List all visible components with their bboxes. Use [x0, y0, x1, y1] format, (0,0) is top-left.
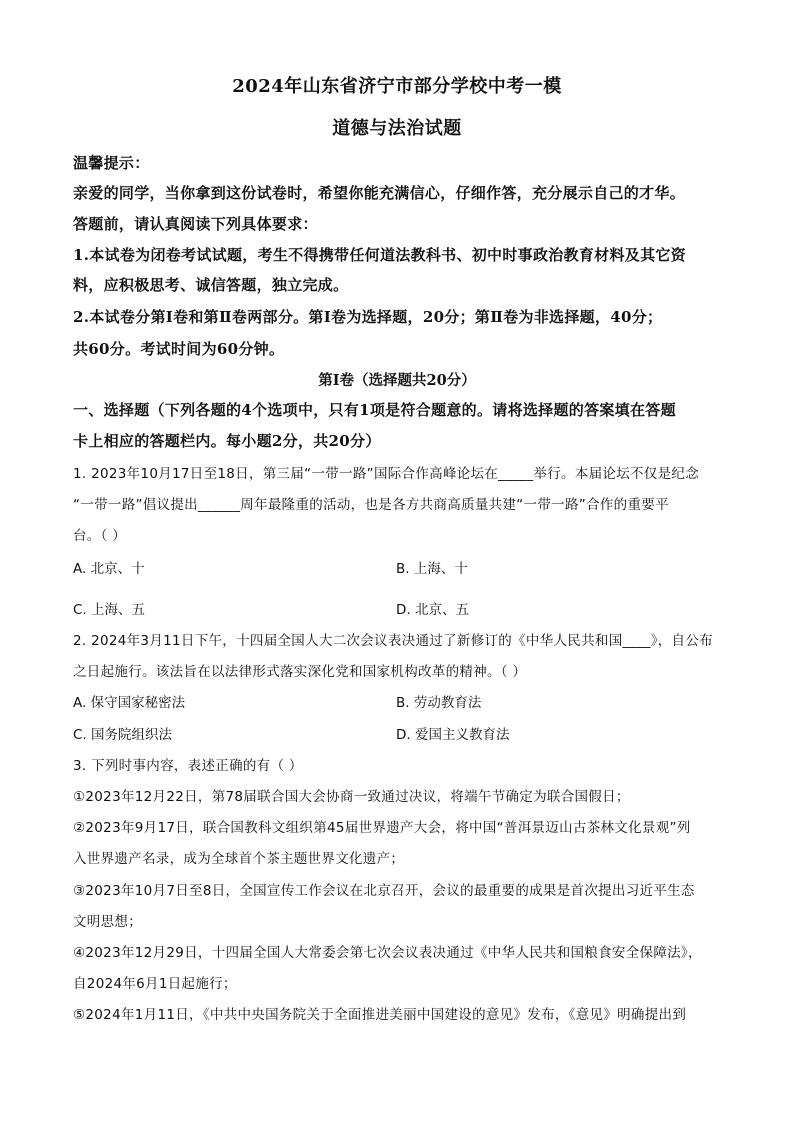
section-instruction: 一、选择题（下列各题的4个选项中，只有1项是符合题意的。请将选择题的答案填在答题	[73, 401, 676, 419]
statement-2-cont: 入世界遗产名录，成为全球首个茶主题世界文化遗产；	[73, 851, 405, 867]
option-a: A. 北京、十	[73, 561, 145, 577]
statement-5: ⑤2024年1月11日，《中共中央国务院关于全面推进美丽中国建设的意见》发布，《意见》明确提出到	[73, 1007, 687, 1023]
option-b: B. 劳动教育法	[396, 695, 482, 711]
option-c: C. 国务院组织法	[73, 727, 173, 743]
notice-line: 1.本试卷为闭卷考试试题，考生不得携带任何道法教科书、初中时事政治教育材料及其它资	[73, 246, 686, 264]
statement-4: ④2023年12月29日，十四届全国人大常委会第七次会议表决通过《中华人民共和国粮食安全保障法》，	[73, 945, 702, 961]
question-text: 2. 2024年3月11日下午，十四届全国人大二次会议表决通过了新修订的《中华人民共和国____》，自公布	[73, 633, 713, 649]
statement-4-cont: 自2024年6月1日起施行；	[73, 976, 237, 992]
page-subtitle: 道德与法治试题	[332, 118, 462, 139]
option-d: D. 北京、五	[396, 602, 469, 618]
statement-2: ②2023年9月17日，联合国教科文组织第45届世界遗产大会，将中国“普洱景迈山古茶林文化景观”列	[73, 820, 691, 836]
question-text: 台。（ ）	[73, 528, 127, 544]
option-d: D. 爱国主义教育法	[396, 727, 510, 743]
question-text: 之日起施行。该法旨在以法律形式落实深化党和国家机构改革的精神。（ ）	[73, 664, 527, 680]
section-instruction: 卡上相应的答题栏内。每小题2分，共20分）	[73, 432, 381, 450]
statement-3-cont: 文明思想；	[73, 914, 142, 930]
statement-1: ①2023年12月22日，第78届联合国大会协商一致通过决议，将端午节确定为联合国假日；	[73, 789, 630, 805]
notice-line: 答题前，请认真阅读下列具体要求：	[73, 215, 318, 233]
notice-line: 2.本试卷分第Ⅰ卷和第Ⅱ卷两部分。第Ⅰ卷为选择题，20分；第Ⅱ卷为非选择题，40分；	[73, 308, 663, 326]
section-title: 第Ⅰ卷（选择题共20分）	[318, 372, 476, 389]
notice-heading: 温馨提示：	[73, 154, 150, 172]
notice-line: 共60分。考试时间为60分钟。	[73, 340, 285, 358]
option-a: A. 保守国家秘密法	[73, 695, 186, 711]
question-text: 3. 下列时事内容，表述正确的有（ ）	[73, 758, 303, 774]
page-title: 2024年山东省济宁市部分学校中考一模	[232, 76, 562, 97]
option-b: B. 上海、十	[396, 561, 468, 577]
notice-line: 亲爱的同学，当你拿到这份试卷时，希望你能充满信心，仔细作答，充分展示自己的才华。	[73, 184, 686, 202]
question-text: “一带一路”倡议提出______周年最隆重的活动，也是各方共商高质量共建“一带一路”合作的重要平	[73, 497, 669, 513]
option-c: C. 上海、五	[73, 602, 146, 618]
statement-3: ③2023年10月7日至8日，全国宣传工作会议在北京召开，会议的最重要的成果是首次提出习近平生态	[73, 883, 695, 899]
notice-line: 料，应积极思考、诚信答题，独立完成。	[73, 276, 349, 294]
question-text: 1. 2023年10月17日至18日，第三届“一带一路”国际合作高峰论坛在_____举行。本届论坛不仅是纪念	[73, 466, 699, 482]
